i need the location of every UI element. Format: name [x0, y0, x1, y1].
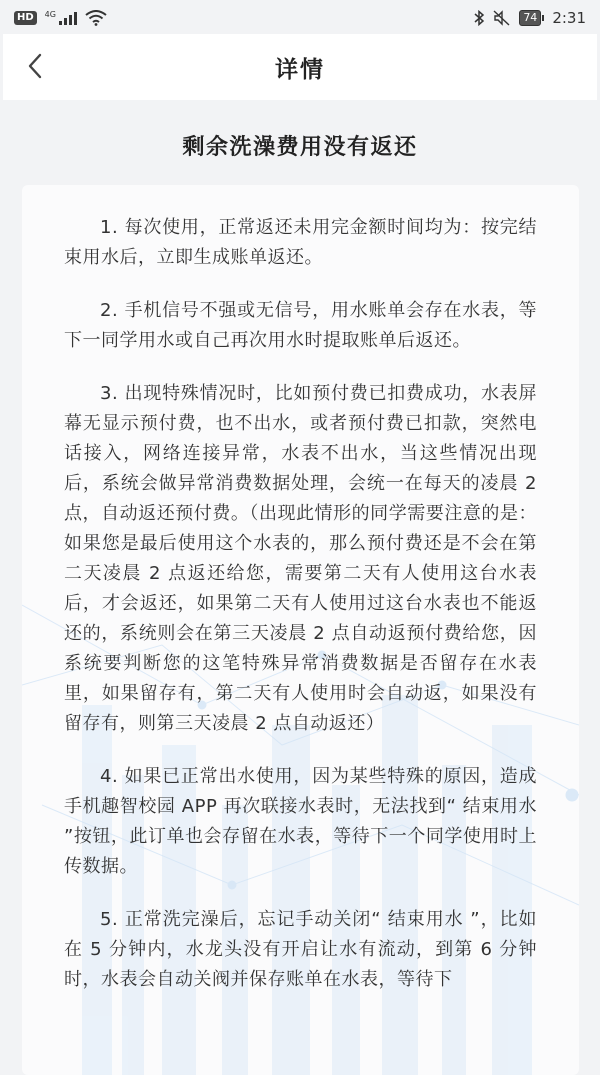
battery-icon — [519, 10, 544, 26]
paragraph-5: 5. 正常洗完澡后，忘记手动关闭“ 结束用水 ”，比如在 5 分钟内，水龙头没有开启让水有流动，到第 6 分钟时，水表会自动关阀并保存账单在水表，等待下 — [64, 909, 537, 990]
network-type-label: 4G — [44, 10, 56, 19]
clock: 2:31 — [552, 9, 586, 27]
paragraph-1: 1. 每次使用，正常返还未用完金额时间均为：按完结束用水后，立即生成账单返还。 — [64, 217, 537, 268]
status-left — [14, 10, 107, 26]
paragraph-4: 4. 如果已正常出水使用，因为某些特殊的原因，造成手机趣智校园 APP 再次联接水表时，无法找到“ 结束用水 ”按钮，此订单也会存留在水表，等待下一个同学使用时上传数据。 — [64, 766, 537, 877]
wifi-icon — [85, 10, 107, 26]
nav-bar — [3, 34, 597, 100]
chevron-left-icon — [27, 53, 43, 79]
nav-title: 详情 — [275, 56, 325, 83]
paragraph-2: 2. 手机信号不强或无信号，用水账单会存在水表，等下一同学用水或自己再次用水时提取账单后返还。 — [64, 300, 537, 351]
status-bar — [0, 0, 600, 36]
mute-icon — [493, 10, 511, 26]
paragraph-3: 3. 出现特殊情况时，比如预付费已扣费成功，水表屏幕无显示预付费，也不出水，或者预付费已扣款，突然电话接入，网络连接异常，水表不出水，当这些情况出现后，系统会做异常消费数据处理，会统一在每天的凌晨 2 点，自动返还预付费。（出现此情形的同学需要注意的是：如果您是最后使用这个水表的，那么预付费还是不会在第二天凌晨 2 点返还给您，需要第二天有人使用这台水表后，才会返还，如果第二天有人使用过这台水表也不能返还的，系统则会在第三天凌晨 2 点自动返预付费给您，因系统要判断您的这笔特殊异常消费数据是否留存在水表里，如果留存有，第二天有人使用时会自动返，如果没有留存有，则第三天凌晨 2 点自动返还） — [64, 383, 537, 734]
content-card — [22, 185, 579, 1075]
status-right — [473, 9, 586, 27]
page-title: 剩余洗澡费用没有返还 — [182, 135, 418, 160]
back-button[interactable] — [17, 48, 53, 84]
signal-icon — [45, 11, 77, 25]
article-body — [22, 185, 579, 995]
hd-badge: HD — [14, 11, 37, 25]
bluetooth-icon — [473, 10, 485, 26]
battery-level: 74 — [519, 10, 541, 26]
